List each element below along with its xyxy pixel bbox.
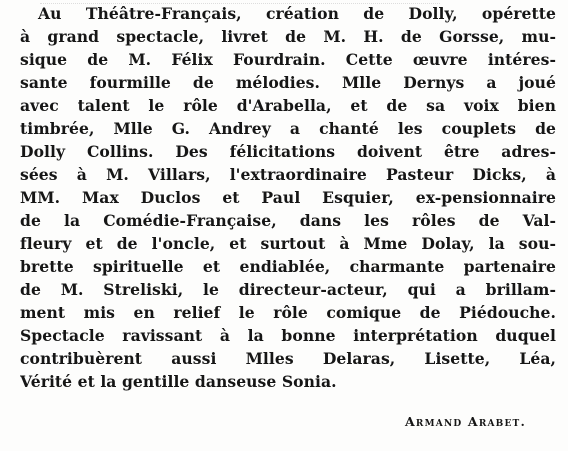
article-line: contribuèrent aussi Mlles Delaras, Lisette, Léa, (20, 349, 556, 368)
article-line: timbrée, Mlle G. Andrey a chanté les couplets de (20, 119, 556, 138)
article-line: sées à M. Villars, l'extraordinaire Pasteur Dicks, à (20, 165, 556, 184)
article-line: Au Théâtre-Français, création de Dolly, opérette (38, 4, 556, 23)
article-line: avec talent le rôle d'Arabella, et de sa voix bien (20, 96, 556, 115)
article-line: sante fourmille de mélodies. Mlle Dernys a joué (20, 73, 556, 92)
article-line: fleury et de l'oncle, et surtout à Mme Dolay, la sou- (20, 234, 556, 253)
article-line: à grand spectacle, livret de M. H. de Gorsse, mu- (20, 27, 556, 46)
article-line: brette spirituelle et endiablée, charmante partenaire (20, 257, 556, 276)
article-line: de M. Streliski, le directeur-acteur, qui a brillam- (20, 280, 556, 299)
article-line: Dolly Collins. Des félicitations doivent être adres- (20, 142, 556, 161)
article-line: Vérité et la gentille danseuse Sonia. (20, 372, 337, 391)
article-line: Spectacle ravissant à la bonne interprétation duquel (20, 326, 556, 345)
article-body (20, 2, 556, 393)
article-line: sique de M. Félix Fourdrain. Cette œuvre intéres- (20, 50, 556, 69)
author-signature: Armand Arabet. (405, 414, 526, 429)
article-line: de la Comédie-Française, dans les rôles de Val- (20, 211, 556, 230)
article-line: MM. Max Duclos et Paul Esquier, ex-pensionnaire (20, 188, 556, 207)
article-line: ment mis en relief le rôle comique de Piédouche. (20, 303, 556, 322)
